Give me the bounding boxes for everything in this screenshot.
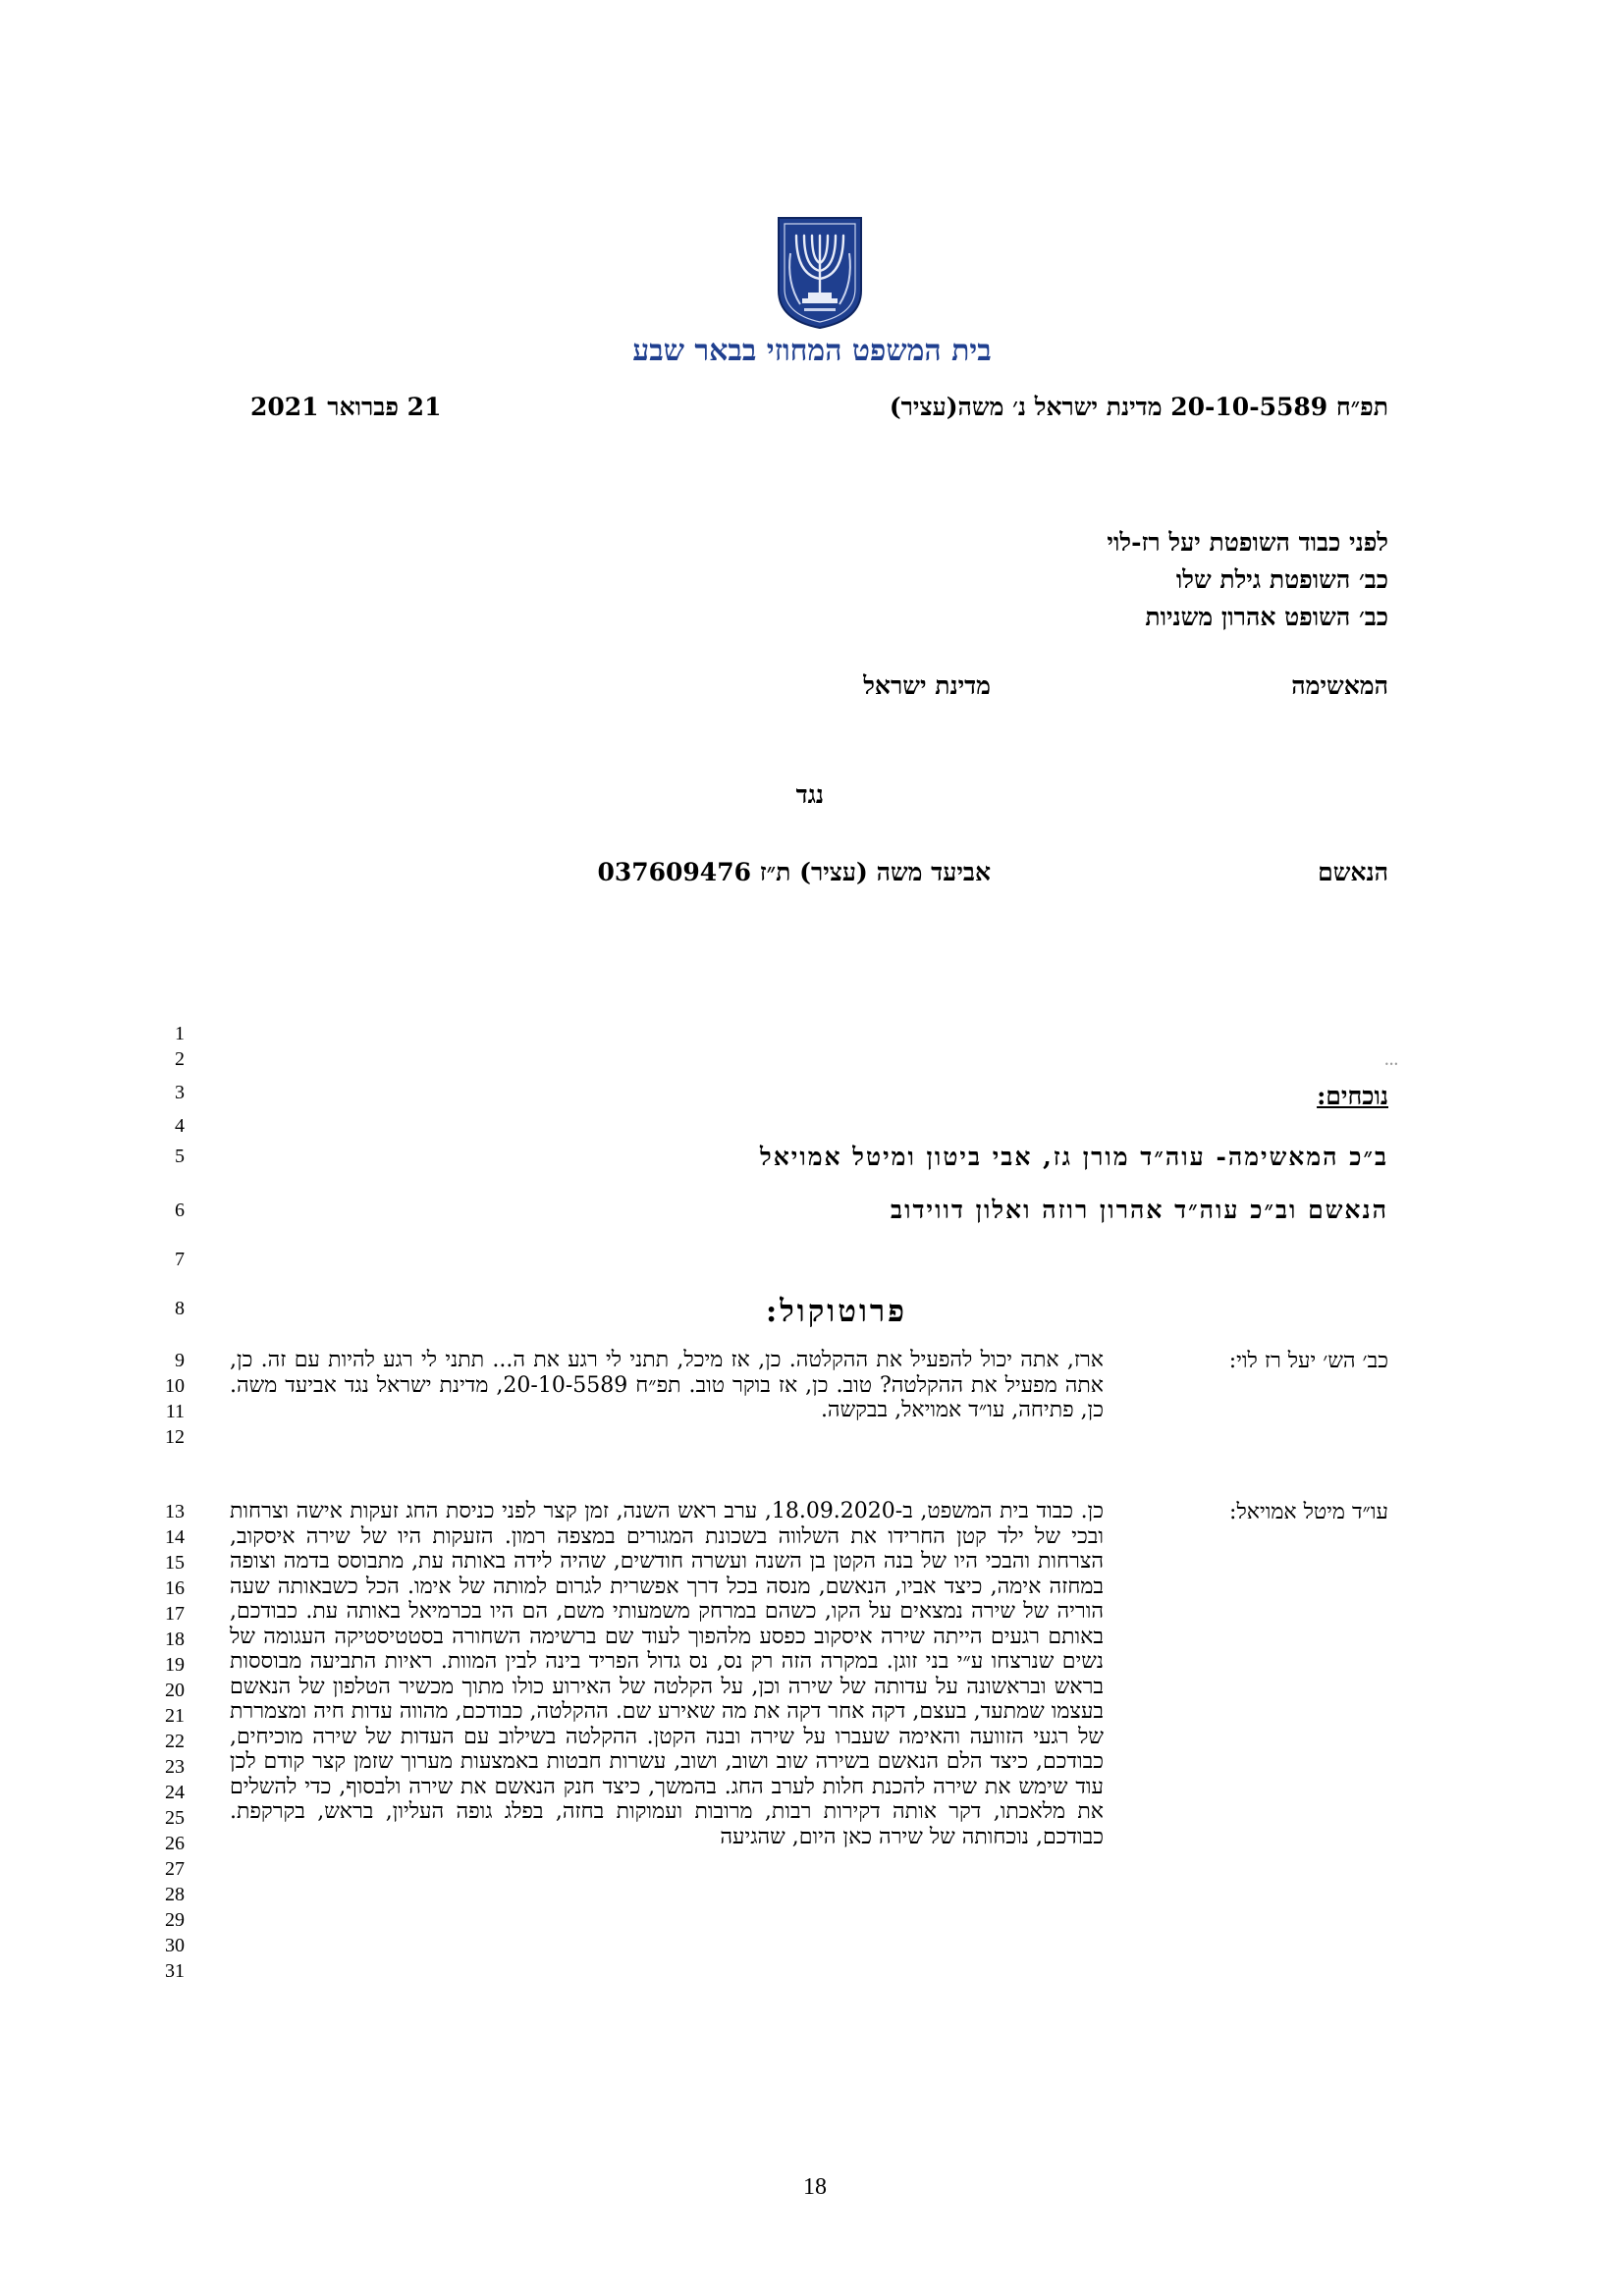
line-number: 28 (165, 1884, 185, 1905)
line-number: 31 (165, 1960, 185, 1982)
line-number: 19 (165, 1654, 185, 1676)
line-number: 15 (165, 1552, 185, 1574)
scan-mark: ••• (1384, 1060, 1399, 1069)
line-number: 27 (165, 1858, 185, 1880)
hearing-date: 21 פברואר 2021 (250, 393, 442, 421)
prosecution-label: המאשימה (1291, 671, 1388, 700)
line-number: 8 (175, 1298, 185, 1319)
prosecution-name: מדינת ישראל (863, 671, 991, 700)
line-number: 29 (165, 1909, 185, 1931)
line-number: 5 (175, 1146, 185, 1167)
line-number: 11 (165, 1401, 185, 1422)
versus-label: נגד (795, 780, 824, 809)
judge-3: כב׳ השופט אהרון משניות (1145, 603, 1388, 631)
court-name: בית המשפט המחוזי בבאר שבע (632, 334, 992, 368)
line-number: 4 (175, 1115, 185, 1137)
line-number: 21 (165, 1705, 185, 1727)
line-number: 1 (175, 1023, 185, 1044)
line-number: 18 (165, 1629, 185, 1650)
defendant-name: אביעד משה (עציר) ת״ז 037609476 (597, 858, 991, 886)
line-number: 10 (165, 1375, 185, 1397)
line-number: 25 (165, 1807, 185, 1829)
present-heading: נוכחים: (1317, 1082, 1388, 1110)
line-number: 23 (165, 1756, 185, 1778)
case-number-line: תפ״ח 20-10-5589 מדינת ישראל נ׳ משה(עציר) (889, 393, 1388, 421)
page-number: 18 (803, 2174, 827, 2200)
menorah-emblem-icon (771, 214, 869, 332)
line-number: 26 (165, 1833, 185, 1854)
line-number: 22 (165, 1731, 185, 1752)
prosecution-counsel: ב״כ המאשימה- עוה״ד מורן גז, אבי ביטון ומיטל אמויאל (760, 1143, 1388, 1171)
line-number: 24 (165, 1782, 185, 1803)
speech-text: ארז, אתה יכול להפעיל את ההקלטה. כן, אז מיכל, תתני לי רגע את ה... תתני לי רגע להיות עם זה. כן, אתה מפעיל את ההקלטה? טוב. כן, אז בוקר טוב. תפ״ח 20-10-5589, מדינת ישראל נגד אביעד משה. כן, פתיחה, עו״ד אמויאל, בבקשה. (230, 1348, 1104, 1422)
speaker-label: כב׳ הש׳ יעל רז לוי: (1228, 1349, 1388, 1373)
line-number: 14 (165, 1526, 185, 1548)
speaker-label: עו״ד מיטל אמויאל: (1229, 1500, 1388, 1524)
line-number: 13 (165, 1501, 185, 1522)
line-number: 2 (175, 1048, 185, 1070)
line-number: 3 (175, 1082, 185, 1103)
line-number: 16 (165, 1577, 185, 1599)
line-number: 30 (165, 1935, 185, 1956)
judge-2: כב׳ השופטת גילת שלו (1175, 565, 1388, 594)
line-number: 6 (175, 1200, 185, 1221)
presiding-judge: לפני כבוד השופטת יעל רז-לוי (1107, 528, 1388, 557)
line-number: 12 (165, 1426, 185, 1448)
line-number: 9 (175, 1350, 185, 1371)
line-number: 20 (165, 1680, 185, 1701)
speech-text: כן. כבוד בית המשפט, ב-18.09.2020, ערב ראש השנה, זמן קצר לפני כניסת החג זעקות אישה וצרחות ובכי של ילד קטן החרידו את השלווה בשכונת המגורים במצפה רמון. הזעקות היו של שירה איסקוב, הצרחות והבכי היו של בנה הקטן בן השנה ועשרה חודשים, שהיה לידה באותה עת, מתבוסס בדמה וצופה במחזה אימה, כיצד אביו, הנאשם, מנסה בכל דרך אפשרית לגרום למותה של אימו. הכל כשבאותה שעה הוריה של שירה נמצאים על הקו, כשהם במרחק משמעותי משם, הם היו בכרמיאל באותה עת. כבודכם, באותם רגעים הייתה שירה איסקוב כפסע מלהפוך לעוד שם ברשימה השחורה בסטטיסטיקה העגומה של נשים שנרצחו ע״י בני זוגן. במקרה הזה רק נס, נס גדול הפריד בינה לבין המוות. ראיות התביעה מבוססות בראש ובראשונה על עדותה של שירה וכן, על הקלטה של האירוע כולו מתוך מכשיר הטלפון של הנאשם בעצמו שמתעד, בעצם, דקה אחר דקה את מה שאירע שם. ההקלטה, כבודכם, מהווה עדות חיה ומצמררת של רגעי הזוועה והאימה שעברו על שירה ובנה הקטן. ההקלטה בשילוב עם העדות של שירה מוכיחים, כבודכם, כיצד הלם הנאשם בשירה שוב ושוב, ושוב, עשרות חבטות באמצעות מערוך שזמן קצר קודם לכן עוד שימש את שירה להכנת חלות לערב החג. בהמשך, כיצד חנק הנאשם את שירה ולבסוף, כדי להשלים את מלאכתו, דקר אותה דקירות רבות, מרובות ועמוקות בחזה, בפלג גופה העליון, בראש, בקרקפת. כבודכם, נוכחותה של שירה כאן היום, שהגיעה (230, 1499, 1105, 1849)
line-number: 17 (165, 1603, 185, 1625)
protocol-title: פרוטוקול: (765, 1294, 907, 1329)
defendant-label: הנאשם (1318, 858, 1388, 886)
defense-counsel: הנאשם וב״כ עוה״ד אהרון רוזה ואלון דווידוב (891, 1196, 1388, 1224)
line-number: 7 (175, 1249, 185, 1270)
